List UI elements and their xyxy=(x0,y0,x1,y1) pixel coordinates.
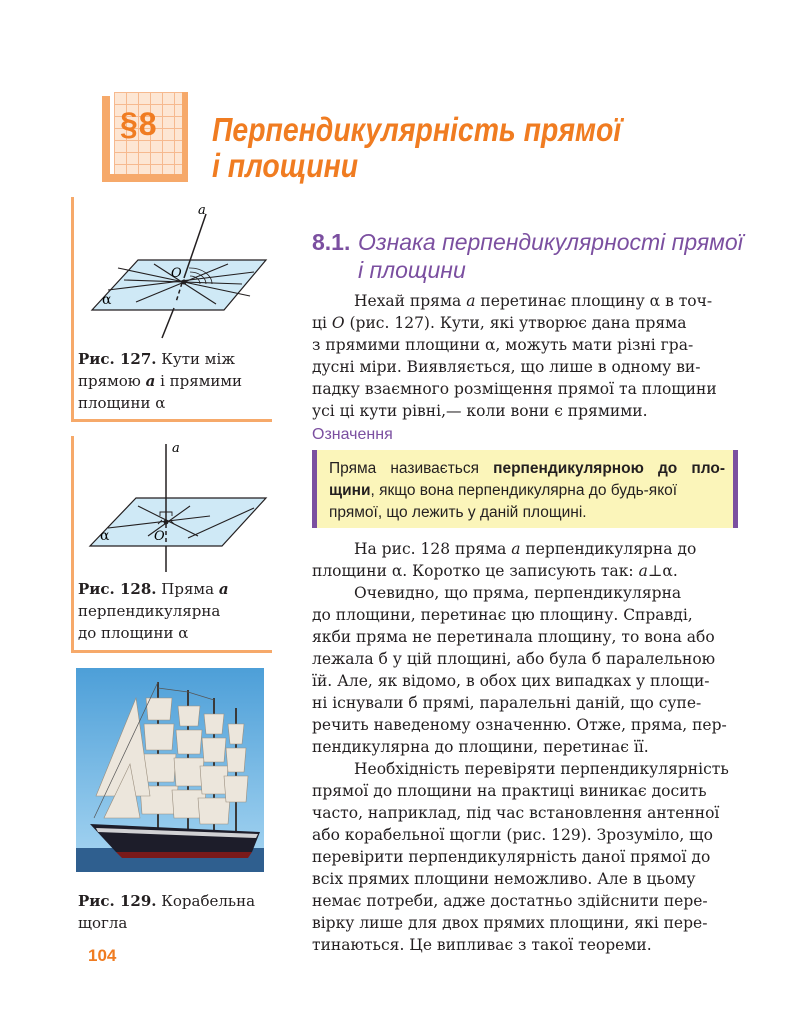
figure-127-diagram xyxy=(78,198,268,343)
box-border-left xyxy=(102,96,110,182)
plane-alpha xyxy=(90,498,266,546)
chapter-title-line2: і площини xyxy=(212,147,359,184)
page-number: 104 xyxy=(88,946,117,965)
line-a-below xyxy=(162,308,174,338)
figure-129-caption: Рис. 129. Корабельна щогла xyxy=(78,892,256,932)
label-a: a xyxy=(172,441,180,456)
chapter-title xyxy=(212,112,659,184)
paragraph-1: Нехай пряма a перетинає площину α в точ- ці O (рис. 127). Кути, які утворює дана пряма з прямими площини α, можуть мати різні гра- дусні міри. Виявляється, що лише в одному ви- падку взаємного розміщення прямої та площини усі ці кути рівні,— коли вони є прямими. xyxy=(312,292,717,420)
label-a: a xyxy=(198,203,206,218)
label-alpha: α xyxy=(102,292,112,308)
figure-128-diagram xyxy=(78,436,268,576)
label-alpha: α xyxy=(100,528,110,544)
box-border-right xyxy=(182,92,188,178)
box-border-bottom xyxy=(102,174,188,182)
point-o xyxy=(164,520,169,525)
subsection-title-line2: і площини xyxy=(358,257,466,283)
caption-number: Рис. 127. xyxy=(78,350,157,368)
chapter-title-line1: Перпендикулярність прямої xyxy=(212,111,622,148)
definition-label: Означення xyxy=(312,426,393,443)
subsection-title-line1: Ознака перпендикулярності прямої xyxy=(358,229,743,255)
caption-number: Рис. 128. xyxy=(78,580,157,598)
hull-keel xyxy=(116,852,252,858)
point-o xyxy=(182,280,187,285)
paragraph-2: На рис. 128 пряма a перпендикулярна до площини α. Коротко це записують так: a⊥α. xyxy=(312,540,697,580)
figure-127-caption: Рис. 127. Кути між прямою a і прямими площини α xyxy=(78,350,243,412)
section-number: §8 xyxy=(120,106,158,142)
paragraph-3: Очевидно, що пряма, перпендикулярна до площини, перетинає цю площину. Справді, якби пряма не перетинала площину, то вона або лежала б у цій площині, або була б паралельною їй. Але, як відомо, в обох цих випадках у площи- ні існували б прямі, паралельні даній, що супе- речить наведеному означенню. Отже, пряма, пер- пендикулярна до площини, перетинає її. xyxy=(312,584,727,756)
section-number-box xyxy=(102,92,188,182)
ship-photo xyxy=(76,668,264,872)
subsection-heading xyxy=(312,228,772,284)
definition-text: Пряма називається перпендикулярною до пло- щини, якщо вона перпендикулярна до будь-якої прямої, що лежить у даній площині. xyxy=(329,460,725,521)
label-o: O xyxy=(154,529,165,544)
figure-128-caption: Рис. 128. Пряма a перпендикулярна до площини α xyxy=(78,580,229,642)
definition-box xyxy=(312,450,738,528)
caption-number: Рис. 129. xyxy=(78,892,157,910)
label-o: O xyxy=(171,266,182,281)
paragraph-4: Необхідність перевіряти перпендикулярність прямої до площини на практиці виникає досить часто, наприклад, під час встановлення антенної або корабельної щогли (рис. 129). Зрозуміло, що перевірити перпендикулярність даної прямої до всіх прямих площини неможливо. Але в цьому немає потреби, адже достатньо здійснити пере- вірку лише для двох прямих площини, які пере- тинаються. Це випливає з такої теореми. xyxy=(312,760,729,954)
subsection-number: 8.1. xyxy=(312,229,351,255)
